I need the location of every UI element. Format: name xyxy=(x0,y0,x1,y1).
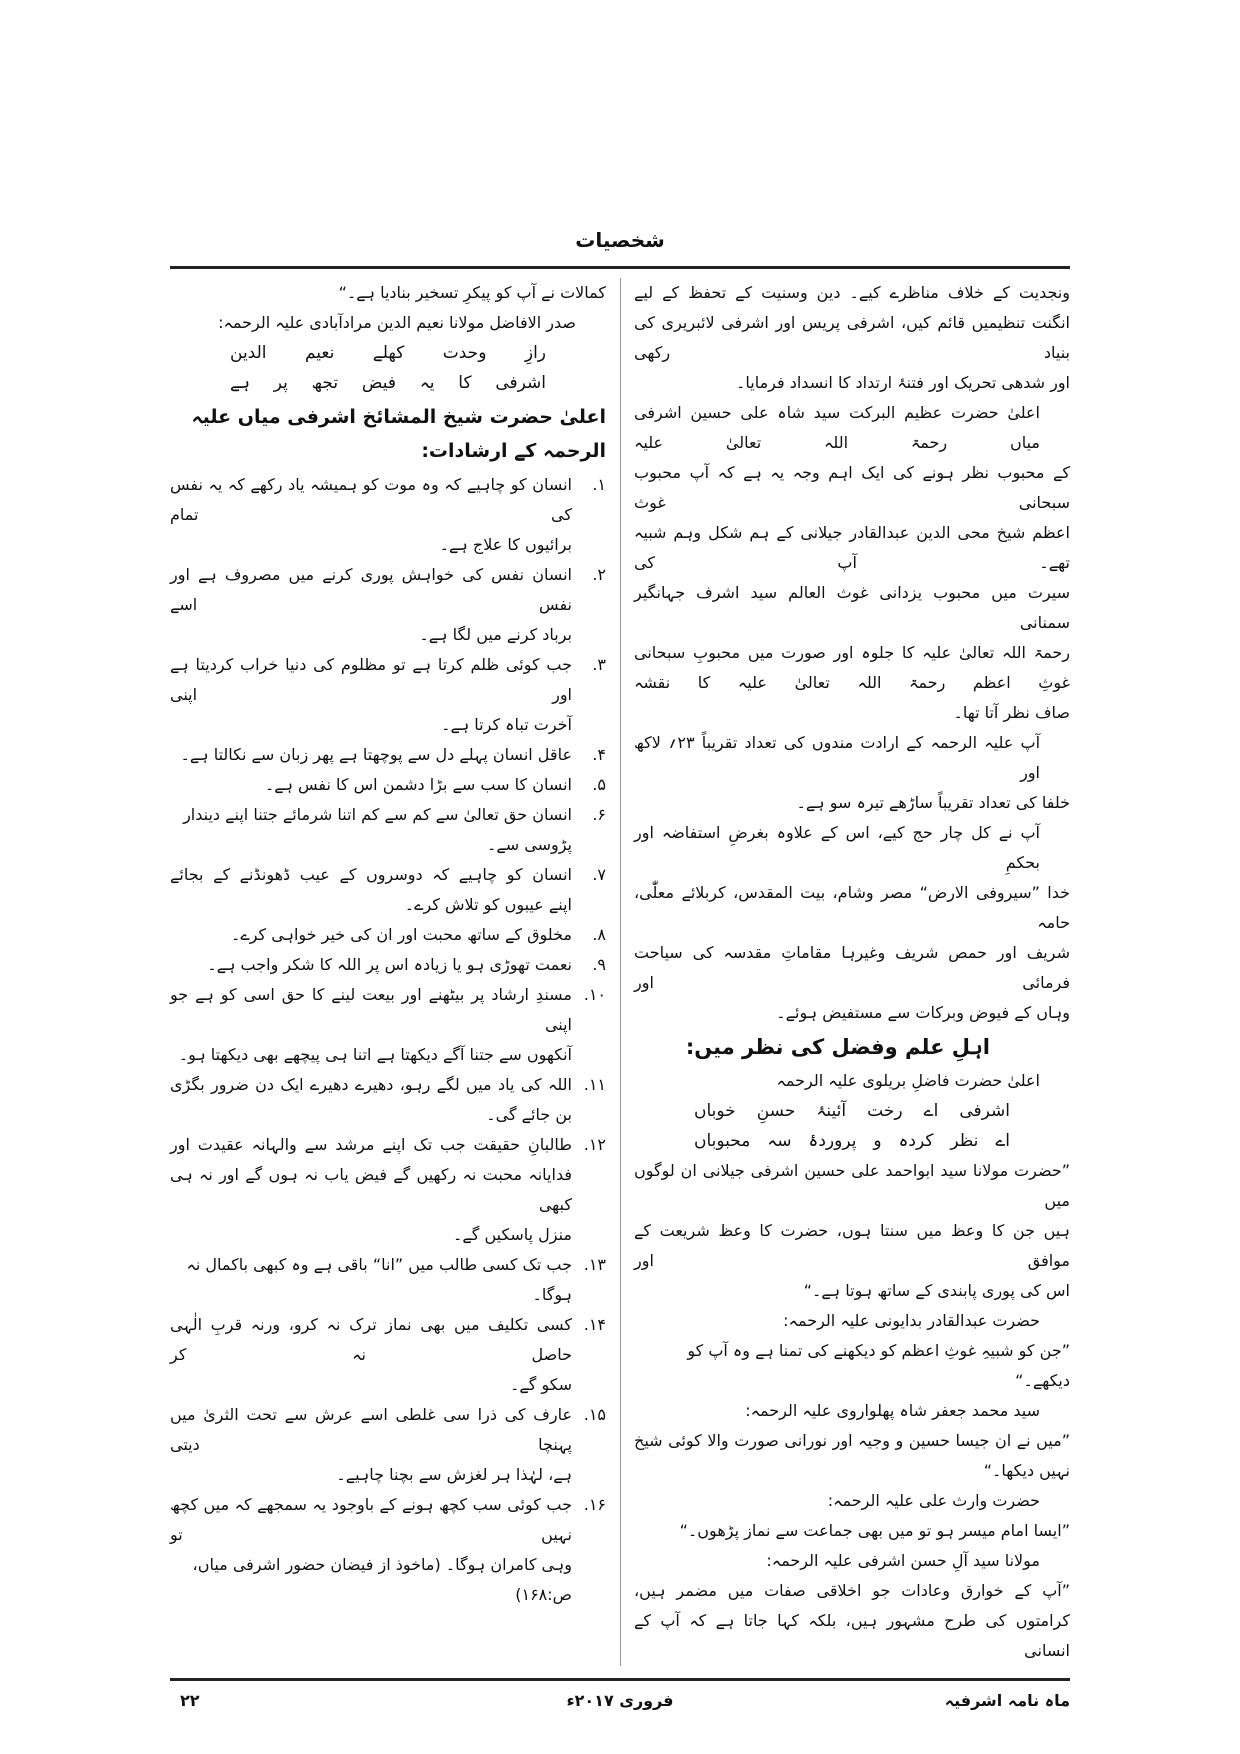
item-text xyxy=(170,1250,572,1310)
text-line: اشرفی اے رخت آئینۂ حسنِ خوباں xyxy=(694,1101,1010,1121)
item-number: ۴. xyxy=(592,745,606,764)
text-line: کمالات نے آپ کو پیکرِ تسخیر بنادیا ہے۔“ xyxy=(338,283,606,302)
text-line: عاقل انسان پہلے دل سے پوچھتا ہے پھر زبان سے نکالتا ہے۔ xyxy=(180,745,572,764)
item-text xyxy=(170,1310,572,1400)
item-number: ۱۳. xyxy=(583,1255,606,1274)
page-body xyxy=(170,278,1070,1721)
paragraph xyxy=(634,1426,1070,1486)
item-text xyxy=(170,740,572,770)
list-item xyxy=(170,1400,606,1490)
text-line: رحمۃ اللہ تعالیٰ علیہ کا جلوہ اور صورت میں محبوبِ سبحانی غوثِ اعظم رحمۃ اللہ تعالیٰ علیہ کا نقشہ xyxy=(634,643,1070,692)
text-line: انسان نفس کی خواہش پوری کرنے میں مصروف ہے اور نفس اسے xyxy=(170,565,572,614)
poetry-verse xyxy=(634,1096,1070,1156)
item-text xyxy=(170,950,572,980)
text-line: اعلیٰ حضرت شیخ المشائخ اشرفی میاں علیہ الرحمہ کے ارشادات: xyxy=(191,406,606,462)
text-line: اپنے عیبوں کو تلاش کرے۔ xyxy=(404,895,572,914)
text-line: مسندِ ارشاد پر بیٹھنے اور بیعت لینے کا حق اسی کو ہے جو اپنی xyxy=(170,985,572,1034)
item-text xyxy=(170,920,572,950)
item-text xyxy=(170,650,572,740)
page-footer xyxy=(170,1691,1070,1721)
poetry-verse xyxy=(170,338,606,398)
text-line: نہیں دیکھا۔“ xyxy=(983,1461,1070,1480)
text-line: مخلوق کے ساتھ محبت اور ان کی خیر خواہی کرے۔ xyxy=(230,925,572,944)
quote-attribution xyxy=(170,308,606,338)
text-line: جب کوئی سب کچھ ہونے کے باوجود یہ سمجھے کہ میں کچھ نہیں تو xyxy=(170,1495,572,1544)
list-item xyxy=(170,860,606,920)
text-line: نعمت تھوڑی ہو یا زیادہ اس پر اللہ کا شکر واجب ہے۔ xyxy=(207,955,572,974)
item-number: ۱۱. xyxy=(583,1075,606,1094)
text-line: اہلِ علم وفضل کی نظر میں: xyxy=(685,1035,990,1059)
item-number: ۳. xyxy=(592,655,606,674)
text-line: طالبانِ حقیقت جب تک اپنے مرشد سے والہانہ عقیدت اور xyxy=(170,1135,572,1154)
list-item xyxy=(170,950,606,980)
quote-attribution xyxy=(634,1546,1070,1576)
list-item xyxy=(170,1250,606,1310)
text-line: اعلیٰ حضرت عظیم البرکت سید شاہ علی حسین اشرفی میاں رحمۃ اللہ تعالیٰ علیہ xyxy=(634,403,1040,452)
page-number: ۲۲ xyxy=(180,1691,200,1710)
text-line: اے نظر کردہ و پروردۂ سہ محبوباں xyxy=(694,1131,1010,1151)
item-number: ۹. xyxy=(592,955,606,974)
item-text xyxy=(170,1490,572,1610)
text-line: انسان کو چاہیے کہ دوسروں کے عیب ڈھونڈنے کے بجائے xyxy=(170,865,572,884)
text-line: ”آپ کے خوارق وعادات جو اخلاقی صفات میں مضمر ہیں، xyxy=(634,1581,1070,1600)
quote-attribution xyxy=(634,1066,1070,1096)
item-text xyxy=(170,1400,572,1490)
list-item xyxy=(170,1490,606,1610)
item-text xyxy=(170,1130,572,1250)
paragraph xyxy=(634,1576,1070,1666)
text-line: انگنت تنظیمیں قائم کیں، اشرفی پریس اور اشرفی لائبریری کی بنیاد رکھی xyxy=(634,313,1070,362)
list-item xyxy=(170,920,606,950)
text-line: جب تک کسی طالب میں ”انا“ باقی ہے وہ کبھی باکمال نہ ہوگا۔ xyxy=(186,1255,572,1304)
item-number: ۱۴. xyxy=(583,1315,606,1334)
text-line: اشرفی کا یہ فیض تجھ پر ہے xyxy=(230,373,546,393)
quote-attribution xyxy=(634,1396,1070,1426)
list-item xyxy=(170,770,606,800)
item-text xyxy=(170,800,572,860)
paragraph xyxy=(634,1156,1070,1306)
item-number: ۵. xyxy=(592,775,606,794)
text-line: صدر الافاضل مولانا نعیم الدین مرادآبادی علیہ الرحمہ: xyxy=(218,313,576,332)
text-line: کے محبوب نظر ہونے کی ایک اہم وجہ یہ ہے کہ آپ محبوب سبحانی غوث xyxy=(634,463,1070,512)
item-text xyxy=(170,770,572,800)
item-number: ۱۵. xyxy=(583,1405,606,1424)
column-divider xyxy=(620,278,621,1666)
paragraph xyxy=(634,1516,1070,1546)
text-line: انسان کا سب سے بڑا دشمن اس کا نفس ہے۔ xyxy=(264,775,572,794)
text-line: ”حضرت مولانا سید ابواحمد علی حسین اشرفی جیلانی ان لوگوں میں xyxy=(634,1161,1070,1210)
text-line: وہاں کے فیوض وبرکات سے مستفیض ہوئے۔ xyxy=(776,1003,1070,1022)
quote-attribution xyxy=(634,1486,1070,1516)
list-item xyxy=(170,470,606,560)
paragraph xyxy=(634,818,1070,1028)
header-rule xyxy=(170,266,1070,269)
text-line: برباد کرنے میں لگا ہے۔ xyxy=(419,625,572,644)
paragraph xyxy=(634,728,1070,818)
list-item xyxy=(170,560,606,650)
text-line: فدایانہ محبت نہ رکھیں گے فیض یاب نہ ہوں گے اور نہ ہی کبھی xyxy=(170,1165,572,1214)
text-line: شریف اور حمص شریف وغیرہا مقاماتِ مقدسہ کی سیاحت فرمائی اور xyxy=(634,943,1070,992)
text-line: رازِ وحدت کھلے نعیم الدین xyxy=(230,343,546,363)
quote-attribution xyxy=(634,1306,1070,1336)
text-line: اعلیٰ حضرت فاضلِ بریلوی علیہ الرحمہ xyxy=(776,1071,1040,1090)
text-line: سید محمد جعفر شاہ پھلواروی علیہ الرحمہ: xyxy=(745,1401,1040,1420)
text-line: انسان حق تعالیٰ سے کم سے کم اتنا شرمائے جتنا اپنے دیندار پڑوسی سے۔ xyxy=(183,805,572,854)
list-item xyxy=(170,1130,606,1250)
item-text xyxy=(170,980,572,1070)
text-line: انسان کو چاہیے کہ وہ موت کو ہمیشہ یاد رکھے کہ یہ نفس کی تمام xyxy=(170,475,572,524)
text-line: ہیں جن کا وعظ میں سنتا ہوں، حضرت کا وعظ شریعت کے موافق اور xyxy=(634,1221,1070,1270)
text-line: ”جن کو شبیہِ غوثِ اعظم کو دیکھنے کی تمنا ہے وہ آپ کو دیکھے۔“ xyxy=(687,1341,1070,1390)
paragraph xyxy=(634,398,1070,728)
magazine-name: ماہ نامہ اشرفیہ xyxy=(944,1691,1070,1710)
item-number: ۱۲. xyxy=(583,1135,606,1154)
text-line: جب کوئی ظلم کرتا ہے تو مظلوم کی دنیا خراب کردیتا ہے اور اپنی xyxy=(170,655,572,704)
text-line: آپ نے کل چار حج کیے، اس کے علاوہ بغرضِ استفاضہ اور بحکمِ xyxy=(634,823,1040,872)
list-item xyxy=(170,740,606,770)
text-line: مولانا سید آلِ حسن اشرفی علیہ الرحمہ: xyxy=(766,1551,1040,1570)
text-line: ونجدیت کے خلاف مناظرے کیے۔ دین وسنیت کے تحفظ کے لیے xyxy=(634,283,1070,302)
text-line: عارف کی ذرا سی غلطی اسے عرش سے تحت الثریٰ میں پہنچا دیتی xyxy=(170,1405,572,1454)
item-number: ۲. xyxy=(592,565,606,584)
item-number: ۱۰. xyxy=(583,985,606,1004)
item-number: ۶. xyxy=(592,805,606,824)
text-line: اس کی پوری پابندی کے ساتھ ہوتا ہے۔“ xyxy=(803,1281,1070,1300)
item-text xyxy=(170,470,572,560)
text-line: کرامتوں کی طرح مشہور ہیں، بلکہ کہا جاتا ہے کہ آپ کے انسانی xyxy=(634,1611,1070,1660)
text-line: خدا ”سیروفی الارض“ مصر وشام، بیت المقدس، کربلائے معلّٰی، حامہ xyxy=(634,883,1070,932)
text-line: آپ علیہ الرحمہ کے ارادت مندوں کی تعداد تقریباً ۲۳؍ لاکھ اور xyxy=(634,733,1041,782)
columns xyxy=(170,278,1070,1666)
footer-rule xyxy=(170,1678,1070,1681)
list-item xyxy=(170,800,606,860)
text-line: آخرت تباہ کرتا ہے۔ xyxy=(441,715,572,734)
text-line: حضرت وارث علی علیہ الرحمہ: xyxy=(827,1491,1040,1510)
text-line: اعظم شیخ محی الدین عبدالقادر جیلانی کے ہم شکل وہم شبیہ تھے۔ آپ کی xyxy=(634,523,1070,572)
right-column xyxy=(634,278,1070,1666)
text-line: صاف نظر آتا تھا۔ xyxy=(953,703,1070,722)
item-text xyxy=(170,1070,572,1130)
text-line: بن جائے گی۔ xyxy=(486,1105,572,1124)
text-line: اللہ کی یاد میں لگے رہو، دھیرے دھیرے ایک دن ضرور بگڑی xyxy=(170,1075,572,1094)
text-line: منزل پاسکیں گے۔ xyxy=(453,1225,572,1244)
text-line: اور شدھی تحریک اور فتنۂ ارتداد کا انسداد فرمایا۔ xyxy=(736,373,1070,392)
list-item xyxy=(170,1070,606,1130)
paragraph xyxy=(170,278,606,308)
left-column xyxy=(170,278,606,1666)
section-title: شخصیات xyxy=(575,228,665,252)
list-item xyxy=(170,1310,606,1400)
list-item xyxy=(170,650,606,740)
list-item xyxy=(170,980,606,1070)
text-line: وہی کامران ہوگا۔ (ماخوذ از فیضان حضور اشرفی میاں، ص:۱۶۸) xyxy=(192,1555,572,1604)
item-text xyxy=(170,860,572,920)
text-line: حضرت عبدالقادر بدایونی علیہ الرحمہ: xyxy=(783,1311,1040,1330)
text-line: کسی تکلیف میں بھی نماز ترک نہ کرو، ورنہ قربِ الٰہی حاصل نہ کر xyxy=(170,1315,572,1364)
text-line: سکو گے۔ xyxy=(510,1375,572,1394)
text-line: ”میں نے ان جیسا حسین و وجیہ اور نورانی صورت والا کوئی شیخ xyxy=(634,1431,1070,1450)
issue-date: فروری ۲۰۱۷ء xyxy=(566,1691,674,1710)
paragraph xyxy=(634,278,1070,398)
text-line: سیرت میں محبوب یزدانی غوث العالم سید اشرف جہانگیر سمنانی xyxy=(634,583,1070,632)
item-text xyxy=(170,560,572,650)
item-number: ۸. xyxy=(592,925,606,944)
text-line: آنکھوں سے جتنا آگے دیکھتا ہے اتنا ہی پیچھے بھی دیکھتا ہو۔ xyxy=(178,1045,572,1064)
text-line: ”ایسا امام میسر ہو تو میں بھی جماعت سے نماز پڑھوں۔“ xyxy=(679,1521,1070,1540)
section-heading xyxy=(634,1030,1070,1064)
item-number: ۷. xyxy=(592,865,606,884)
item-number: ۱۶. xyxy=(583,1495,606,1514)
paragraph xyxy=(634,1336,1070,1396)
text-line: ہے، لہٰذا ہر لغزش سے بچنا چاہیے۔ xyxy=(336,1465,572,1484)
section-heading xyxy=(170,400,606,468)
text-line: برائیوں کا علاج ہے۔ xyxy=(439,535,572,554)
sayings-list xyxy=(170,470,606,1610)
item-number: ۱. xyxy=(592,475,606,494)
text-line: خلفا کی تعداد تقریباً ساڑھے تیرہ سو ہے۔ xyxy=(796,793,1070,812)
